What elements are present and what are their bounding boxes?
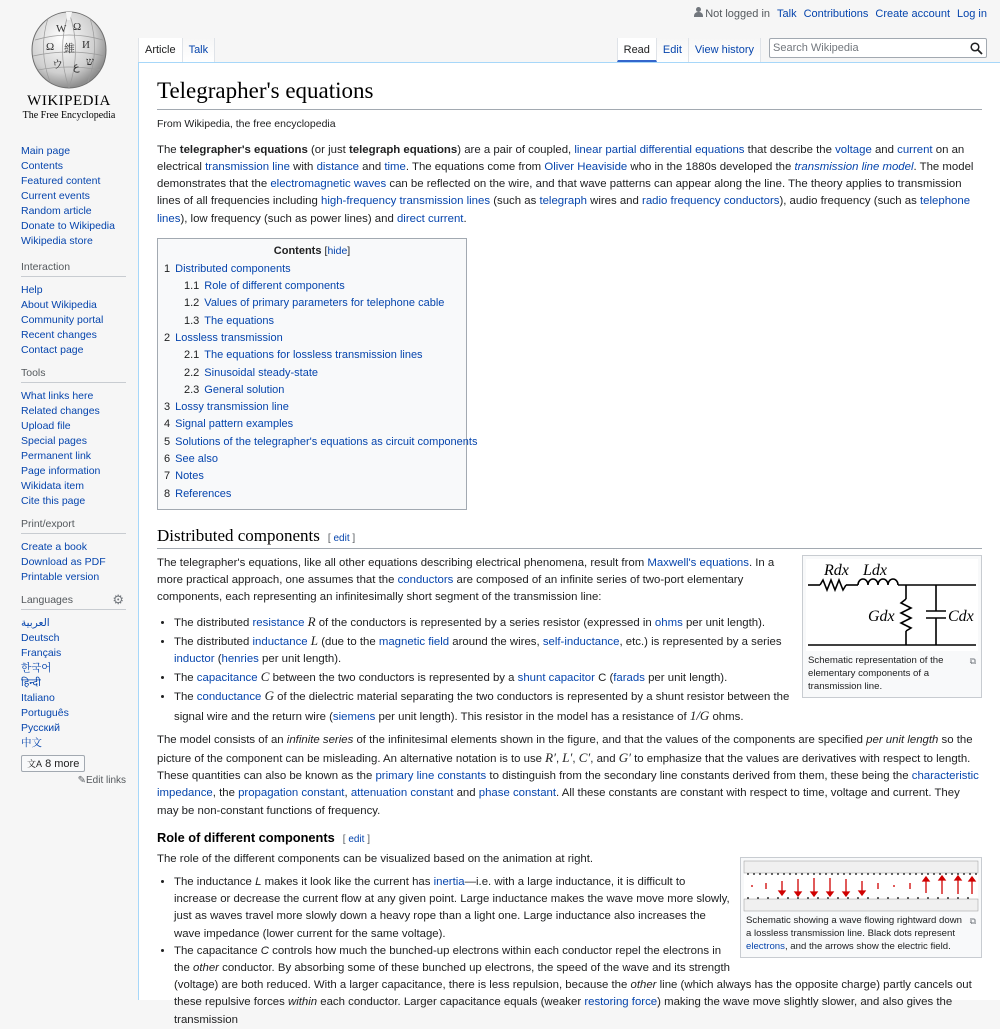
paragraph-model-notation: The model consists of an infinite series of the infinitesimal elements shown in the figure, and that the values of the components are specified per unit length so the picture of the component can be misleading. An alternative notation is to use R′, L′, C′, and G′ to emphasize that the values are derivatives with respect to length. These quantities can also be known as the primary line constants to distinguish from the secondary line constants derived from them, these being the characteristic impedance, the propagation constant, attenuation constant and phase constant. All these constants are constant with respect to time, voltage and current. They may be non-constant functions of frequency. <box>157 733 979 817</box>
sidebar-tools <box>21 367 126 509</box>
figure-circuit-schematic[interactable] <box>802 555 982 698</box>
link-conductors[interactable]: conductors <box>397 574 454 587</box>
toc-list <box>164 261 478 503</box>
toc-link[interactable] <box>184 349 423 361</box>
link-direct-current[interactable]: direct current <box>396 212 464 225</box>
svg-text:Ω: Ω <box>46 41 55 53</box>
toc-text: Notes <box>175 470 204 483</box>
link-magnetic-field[interactable]: magnetic field <box>378 635 450 648</box>
sidebar-item-contact[interactable]: Contact page <box>21 344 84 356</box>
link-distance[interactable]: distance <box>316 160 359 173</box>
list-item: • The distributed inductance L (due to the magnetic field around the wires, self-inductance, etc.) is represented by a series inductor (henries per unit length). <box>174 632 982 668</box>
toc-number: 7 <box>164 470 171 483</box>
link-electrons[interactable]: electrons <box>746 940 785 952</box>
link-voltage[interactable]: voltage <box>835 143 872 156</box>
link-capacitance[interactable]: capacitance <box>196 672 258 685</box>
paragraph-role-intro: The role of the different components can be visualized based on the animation at right. <box>157 852 594 865</box>
toc-item[interactable] <box>164 468 460 485</box>
tab-view-history-label: View history <box>694 44 754 56</box>
language-link-italian[interactable]: Italiano <box>21 692 55 704</box>
svg-text:ウ: ウ <box>52 59 63 71</box>
link-transmission-line[interactable]: transmission line <box>205 160 290 173</box>
svg-text:И: И <box>82 39 90 51</box>
toc-link[interactable] <box>184 297 444 309</box>
label-gdx: Gdx <box>868 607 895 625</box>
toc-number: 2.3 <box>184 383 200 396</box>
link-telegraph[interactable]: telegraph <box>539 195 587 208</box>
toc-number: 2 <box>164 331 171 344</box>
search-icon[interactable] <box>970 42 983 55</box>
toc-link[interactable] <box>184 315 274 327</box>
circuit-schematic-image <box>806 559 978 651</box>
intro-paragraph: The telegrapher's equations (or just telegraph equations) are a pair of coupled, linear partial differential equations that describe the voltage and current on an electrical transmission line with distance and time. The equations come from Oliver Heaviside who in the 1880s developed the transmission line model. The model demonstrates that the electromagnetic waves can be reflected on the wire, and that wave patterns can appear along the line. The theory applies to transmission lines of all frequencies including high-frequency transmission lines (such as telegraph wires and radio frequency conductors), audio frequency (such as telephone lines), low frequency (such as power lines) and direct current. <box>157 143 974 225</box>
toc-item[interactable] <box>164 486 460 503</box>
link-resistance[interactable]: resistance <box>252 616 305 629</box>
sidebar-item-about[interactable]: About Wikipedia <box>21 299 97 311</box>
link-maxwells-equations[interactable]: Maxwell's equations <box>647 556 749 569</box>
link-restoring-force[interactable]: restoring force <box>584 996 658 1009</box>
sidebar-item-create-book[interactable]: Create a book <box>21 541 87 553</box>
sidebar-heading-languages: Languages <box>21 594 73 606</box>
sidebar-heading-interaction: Interaction <box>21 261 126 277</box>
edit-section-distributed-components[interactable]: edit <box>333 532 350 544</box>
enlarge-icon[interactable]: ⧉ <box>969 915 976 926</box>
sidebar-item-contents[interactable]: Contents <box>21 160 64 172</box>
link-conductance[interactable]: conductance <box>196 691 262 704</box>
toc-number: 3 <box>164 401 171 414</box>
sidebar-item-recent-changes[interactable]: Recent changes <box>21 329 97 341</box>
svg-text:ש: ש <box>86 56 94 68</box>
sidebar-item-donate[interactable]: Donate to Wikipedia <box>21 220 115 232</box>
toc-item[interactable] <box>164 382 460 399</box>
tab-edit-label: Edit <box>662 44 682 56</box>
link-primary-line-constants[interactable]: primary line constants <box>375 770 487 783</box>
content-area <box>138 62 1000 1026</box>
link-oliver-heaviside[interactable]: Oliver Heaviside <box>544 160 628 173</box>
language-link-russian[interactable]: Русский <box>21 722 60 734</box>
edit-links-label: Edit links <box>85 775 126 786</box>
tab-read-label: Read <box>623 44 650 56</box>
language-link-korean[interactable]: 한국어 <box>21 662 52 674</box>
sidebar-heading-tools: Tools <box>21 367 126 383</box>
tab-talk-label: Talk <box>188 44 209 56</box>
wave-animation-image <box>744 861 978 911</box>
toc-text: Distributed components <box>175 262 291 275</box>
label-ldx: Ldx <box>863 561 887 579</box>
link-rf-conductors[interactable]: radio frequency conductors <box>642 195 780 208</box>
toc-text: The equations for lossless transmission lines <box>204 349 423 362</box>
sidebar-item-upload-file[interactable]: Upload file <box>21 420 71 432</box>
link-characteristic-impedance[interactable]: characteristic impedance <box>157 770 979 800</box>
toc-number: 2.1 <box>184 349 200 362</box>
toc-number: 2.2 <box>184 366 200 379</box>
link-henries[interactable]: henries <box>221 652 259 665</box>
tab-view-history[interactable] <box>689 38 761 62</box>
link-time[interactable]: time <box>384 160 406 173</box>
label-cdx: Cdx <box>948 607 974 625</box>
sidebar-item-current-events[interactable]: Current events <box>21 190 90 202</box>
list-item: • The inductance L makes it look like the current has inertia—i.e. with a large inductance, it is difficult to increase or decrease the current flow at any given point. Large inductance makes the wave move more slowly, just as waves travel more slowly down a heavy rope than a light one. Large inductance also increases the wave impedance (lower current for the same voltage). <box>174 874 982 943</box>
link-shunt-capacitor[interactable]: shunt capacitor <box>517 672 595 685</box>
language-link-hindi[interactable]: हिन्दी <box>21 677 41 689</box>
link-attenuation-constant[interactable]: attenuation constant <box>350 787 454 800</box>
sidebar-item-permanent-link[interactable]: Permanent link <box>21 450 92 462</box>
sidebar-item-wikidata-item[interactable]: Wikidata item <box>21 480 85 492</box>
toc-item[interactable] <box>164 416 460 433</box>
toc-link[interactable] <box>184 367 318 379</box>
toc-item[interactable] <box>164 313 460 330</box>
language-link-chinese[interactable]: 中文 <box>21 737 42 749</box>
not-logged-in: Not logged in <box>694 7 770 20</box>
toc-text: Values of primary parameters for telephone cable <box>204 297 445 310</box>
link-propagation-constant[interactable]: propagation constant <box>238 787 345 800</box>
svg-text:W: W <box>56 23 67 35</box>
toc-item[interactable] <box>164 451 460 468</box>
svg-text:Ω: Ω <box>73 21 82 33</box>
toc-item[interactable] <box>164 278 460 295</box>
tab-edit[interactable] <box>657 38 689 62</box>
wikipedia-logo[interactable] <box>20 10 118 121</box>
toc-number: 4 <box>164 418 171 431</box>
site-subtitle: From Wikipedia, the free encyclopedia <box>157 117 336 130</box>
toc-link[interactable] <box>164 332 283 344</box>
toc-item[interactable] <box>164 365 460 382</box>
language-link-german[interactable]: Deutsch <box>21 632 60 644</box>
link-transmission-line-model[interactable]: transmission line model <box>794 160 914 173</box>
sidebar-item-special-pages[interactable]: Special pages <box>21 435 87 447</box>
list-item: • The distributed resistance R of the conductors is represented by a series resistor (expressed in ohms per unit length). <box>174 613 982 632</box>
svg-text:維: 維 <box>64 43 75 55</box>
toc-text: Lossless transmission <box>175 331 283 344</box>
toc-text: Role of different components <box>204 280 345 293</box>
log-in-link[interactable]: Log in <box>957 7 987 20</box>
toc-link[interactable] <box>164 436 477 448</box>
link-current[interactable]: current <box>897 143 933 156</box>
toc-text: Lossy transmission line <box>175 401 289 414</box>
sidebar-navigation <box>21 144 126 249</box>
sidebar-interaction <box>21 261 126 358</box>
search-input[interactable] <box>769 38 987 58</box>
toc-link[interactable] <box>164 488 231 500</box>
toc-number: 1.1 <box>184 280 200 293</box>
enlarge-icon[interactable]: ⧉ <box>969 655 976 666</box>
link-hf-transmission-lines[interactable]: high-frequency transmission lines <box>321 195 491 208</box>
section-heading-role-of-components: Role of different components [ edit ] <box>157 829 370 845</box>
sidebar-item-page-information[interactable]: Page information <box>21 465 101 477</box>
namespace-tabs <box>138 38 215 62</box>
figure-caption: Schematic representation of the elementary components of a transmission line. <box>808 654 944 692</box>
toc-link[interactable] <box>164 453 218 465</box>
toc-link[interactable] <box>164 418 293 430</box>
sidebar-item-featured-content[interactable]: Featured content <box>21 175 101 187</box>
sidebar-item-what-links-here[interactable]: What links here <box>21 390 94 402</box>
section-heading-distributed-components: Distributed components [ edit ] <box>157 526 982 549</box>
toc-text: See also <box>175 453 218 466</box>
language-link-french[interactable]: Français <box>21 647 62 659</box>
sidebar <box>21 144 126 795</box>
create-account-link[interactable]: Create account <box>875 7 951 20</box>
toc-item[interactable] <box>164 399 460 416</box>
toc-link[interactable] <box>164 401 289 413</box>
toc-item[interactable] <box>164 261 460 278</box>
edit-section-role-of-components[interactable]: edit <box>348 833 365 845</box>
toc-text: The equations <box>204 314 275 327</box>
list-item: • The capacitance C controls how much the bunched-up electrons within each conductor repel the electrons in the other conductor. By absorbing some of these bunched up electrons, the speed of the wave and its strength (voltage) are both reduced. With a larger capacitance, there is less repulsion, because the other line (which always has the opposite charge) partly cancels out these repulsive forces within each conductor. Larger capacitance equals (weaker restoring force) making the wave move slightly slower, and also gives the transmission <box>174 943 982 1029</box>
view-tabs <box>617 38 987 62</box>
sidebar-item-community-portal[interactable]: Community portal <box>21 314 104 326</box>
figure-caption: Schematic showing a wave flowing rightward down a lossless transmission line. Black dots represent electrons, and the arrows show the electric field. <box>746 914 962 952</box>
figure-wave-animation[interactable] <box>740 857 982 958</box>
translate-icon: 文A <box>27 759 43 769</box>
sidebar-heading-print-export: Print/export <box>21 518 126 534</box>
toc-text: Sinusoidal steady-state <box>204 366 319 379</box>
search-box <box>769 38 987 58</box>
list-item: • The capacitance C between the two conductors is represented by a shunt capacitor C (farads per unit length). <box>174 668 982 687</box>
toc-hide-toggle[interactable]: hide <box>327 244 348 257</box>
toc-item[interactable] <box>164 330 460 347</box>
sidebar-item-help[interactable]: Help <box>21 284 43 296</box>
toc-text: General solution <box>204 383 285 396</box>
sidebar-item-cite-this-page[interactable]: Cite this page <box>21 495 86 507</box>
pencil-icon: ✎ <box>77 775 86 786</box>
sidebar-item-related-changes[interactable]: Related changes <box>21 405 100 417</box>
toc-item[interactable] <box>164 434 478 451</box>
sidebar-item-random-article[interactable]: Random article <box>21 205 92 217</box>
tab-read[interactable] <box>617 38 657 62</box>
sidebar-item-printable-version[interactable]: Printable version <box>21 571 100 583</box>
toc-number: 8 <box>164 487 171 500</box>
link-self-inductance[interactable]: self-inductance <box>542 635 620 648</box>
link-inductor[interactable]: inductor <box>174 652 215 665</box>
link-inertia[interactable]: inertia <box>433 875 465 888</box>
sidebar-print-export <box>21 518 126 585</box>
tab-article[interactable] <box>138 38 183 62</box>
toc-link[interactable] <box>164 263 291 275</box>
more-languages-button[interactable] <box>21 755 85 772</box>
toc-number: 1 <box>164 262 171 275</box>
link-inductance[interactable]: inductance <box>252 635 308 648</box>
sidebar-item-download-pdf[interactable]: Download as PDF <box>21 556 106 568</box>
sidebar-item-main-page[interactable]: Main page <box>21 145 71 157</box>
toc-item[interactable] <box>164 295 460 312</box>
toc-number: 6 <box>164 453 171 466</box>
table-of-contents: Contents [hide] 1 Distributed components 1.1 Role of different components 1.2 Values of primary parameters for telephone cable 1.3 The equations 2 Lossless transmission 2.1 The equations for lossless transmission lines 2.2 Sinusoidal steady-state 2.3 General solution 3 Lossy transmission line 4 Signal pattern examples 5 Solutions of the telegrapher's equations as circuit components 6 See also 7 Notes 8 References <box>157 238 467 510</box>
logo-tagline: The Free Encyclopedia <box>22 110 116 121</box>
link-phase-constant[interactable]: phase constant <box>478 787 557 800</box>
logo-wordmark: WIKIPEDIA <box>27 93 111 109</box>
list-item: • The conductance G of the dielectric material separating the two conductors is represented by a shunt resistor between the signal wire and the return wire (siemens per unit length). This resistor in the model has a resistance of 1/G ohms. <box>174 687 982 725</box>
link-electromagnetic-waves[interactable]: electromagnetic waves <box>270 178 387 191</box>
sidebar-languages <box>21 594 126 786</box>
toc-title: Contents <box>273 244 322 257</box>
tab-article-label: Article <box>145 44 176 56</box>
link-farads[interactable]: farads <box>613 672 645 685</box>
toc-number: 5 <box>164 435 171 448</box>
talk-link[interactable]: Talk <box>777 7 797 20</box>
toc-link[interactable] <box>164 470 204 482</box>
contributions-link[interactable]: Contributions <box>803 7 869 20</box>
page-title: Telegrapher's equations <box>157 77 982 110</box>
paragraph-distributed-intro: The telegrapher's equations, like all other equations describing electrical phenomena, result from Maxwell's equations. In a more practical approach, one assumes that the conductors are composed of an infinite series of two-port elementary components, each representing an infinitesimally short segment of the transmission line: <box>157 556 775 604</box>
svg-text:ع: ع <box>73 61 80 73</box>
toc-link[interactable] <box>184 280 345 292</box>
link-telephone-lines[interactable]: telephone lines <box>157 195 971 225</box>
link-linear-pde[interactable]: linear partial differential equations <box>574 143 745 156</box>
toc-link[interactable] <box>184 384 284 396</box>
gear-icon[interactable]: ⚙ <box>112 592 124 607</box>
globe-logo-icon <box>26 10 112 92</box>
language-link-portuguese[interactable]: Português <box>21 707 69 719</box>
personal-tools <box>694 7 987 20</box>
link-siemens[interactable]: siemens <box>332 710 376 723</box>
link-ohms[interactable]: ohms <box>654 616 683 629</box>
tab-talk[interactable] <box>183 38 216 62</box>
label-rdx: Rdx <box>824 561 849 579</box>
toc-text: Solutions of the telegrapher's equations as circuit components <box>175 435 478 448</box>
toc-number: 1.3 <box>184 314 200 327</box>
toc-text: Signal pattern examples <box>175 418 294 431</box>
sidebar-item-store[interactable]: Wikipedia store <box>21 235 93 247</box>
more-languages-label: 8 more <box>45 758 80 770</box>
edit-links[interactable] <box>21 775 126 786</box>
toc-item[interactable] <box>164 347 460 364</box>
toc-number: 1.2 <box>184 297 200 310</box>
toc-text: References <box>175 487 232 500</box>
language-link-arabic[interactable]: العربية <box>21 617 50 629</box>
user-icon <box>694 7 703 17</box>
